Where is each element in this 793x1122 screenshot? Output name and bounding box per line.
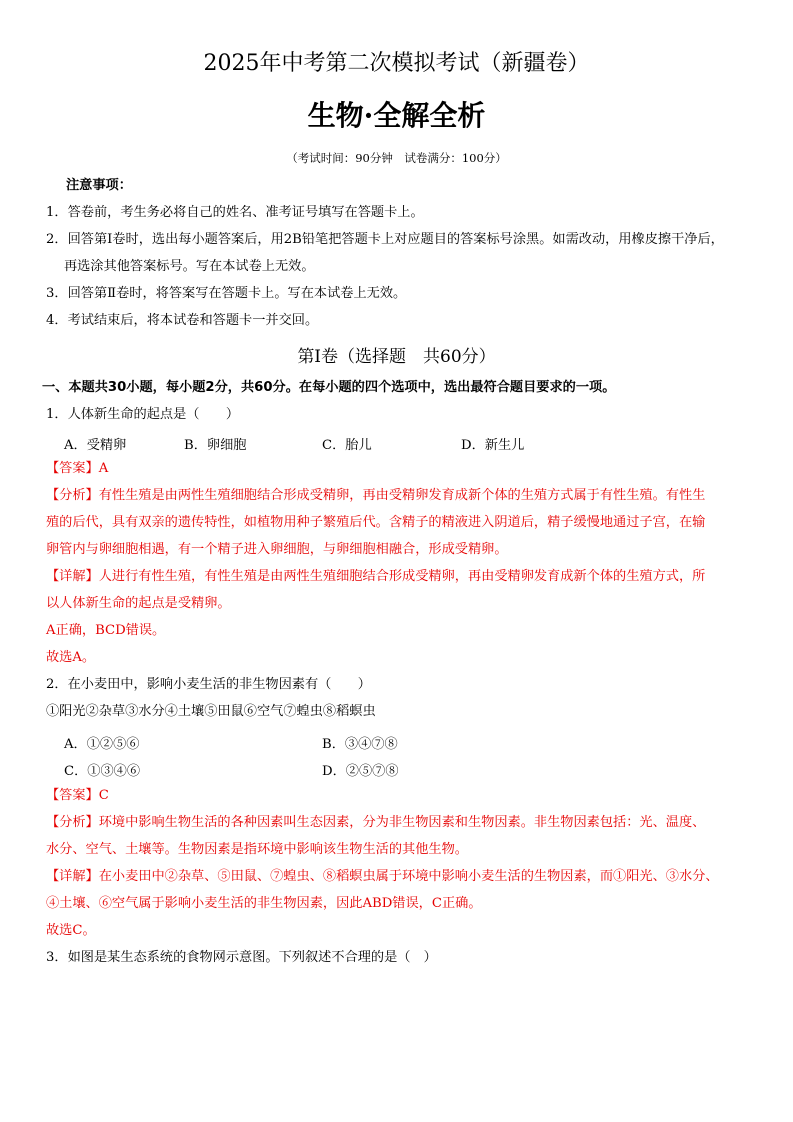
section-instruction: 一、本题共30小题，每小题2分，共60分。在每小题的四个选项中，选出最符合题目要求的一项。: [42, 380, 616, 395]
q2-option-a: A．①②⑤⑥: [64, 737, 140, 752]
note-item: 2．回答第Ⅰ卷时，选出每小题答案后，用2B铅笔把答题卡上对应题目的答案标号涂黑。如需改动，用橡皮擦干净后，: [46, 232, 724, 247]
q1-conclusion: 故选A。: [46, 650, 96, 665]
section-title: 第Ⅰ卷（选择题 共60分）: [297, 347, 496, 367]
note-item: 3．回答第Ⅱ卷时，将答案写在答题卡上。写在本试卷上无效。: [46, 286, 407, 301]
q1-option-c: C．胎儿: [322, 438, 372, 453]
q1-detail: 以人体新生命的起点是受精卵。: [46, 596, 231, 611]
subject-title: 生物·全解全析: [307, 99, 486, 132]
q2-items: ①阳光②杂草③水分④土壤⑤田鼠⑥空气⑦蝗虫⑧稻螟虫: [46, 704, 376, 719]
q1-analysis: 【分析】有性生殖是由两性生殖细胞结合形成受精卵，再由受精卵发育成新个体的生殖方式属于有性生殖。有性生: [46, 488, 706, 503]
q1-analysis: 卵管内与卵细胞相遇，有一个精子进入卵细胞，与卵细胞相融合，形成受精卵。: [46, 542, 508, 557]
q2-conclusion: 故选C。: [46, 923, 96, 938]
q1-stem: 1．人体新生命的起点是（ ）: [46, 407, 240, 422]
exam-title: 2025年中考第二次模拟考试（新疆卷）: [203, 51, 590, 76]
q1-option-d: D．新生儿: [461, 438, 525, 453]
note-item: 4．考试结束后，将本试卷和答题卡一并交回。: [46, 313, 319, 328]
q2-stem: 2．在小麦田中，影响小麦生活的非生物因素有（ ）: [46, 677, 371, 692]
notes-heading: 注意事项：: [66, 178, 132, 193]
q2-detail: 【详解】在小麦田中②杂草、⑤田鼠、⑦蝗虫、⑧稻螟虫属于环境中影响小麦生活的生物因素，而①阳光、③水分、: [46, 869, 719, 884]
q2-option-b: B．③④⑦⑧: [322, 737, 398, 752]
note-item: 1．答卷前，考生务必将自己的姓名、准考证号填写在答题卡上。: [46, 205, 424, 220]
q1-option-b: B．卵细胞: [184, 438, 247, 453]
q2-option-c: C．①③④⑥: [64, 764, 141, 779]
q1-analysis: 殖的后代，具有双亲的遗传特性，如植物用种子繁殖后代。含精子的精液进入阴道后，精子缓慢地通过子宫，在输: [46, 515, 706, 530]
q2-analysis: 水分、空气、土壤等。生物因素是指环境中影响该生物生活的其他生物。: [46, 842, 468, 857]
exam-info: （考试时间：90分钟 试卷满分：100分）: [286, 151, 507, 165]
q3-stem: 3．如图是某生态系统的食物网示意图。下列叙述不合理的是（ ）: [46, 950, 437, 965]
note-item: 再选涂其他答案标号。写在本试卷上无效。: [64, 259, 315, 274]
q1-detail: A正确，BCD错误。: [46, 623, 166, 638]
q1-detail: 【详解】人进行有性生殖，有性生殖是由两性生殖细胞结合形成受精卵，再由受精卵发育成新个体的生殖方式，所: [46, 569, 706, 584]
q2-answer: 【答案】C: [46, 788, 109, 803]
q1-answer: 【答案】A: [46, 461, 109, 476]
q2-option-d: D．②⑤⑦⑧: [322, 764, 399, 779]
q2-detail: ④土壤、⑥空气属于影响小麦生活的非生物因素，因此ABD错误，C正确。: [46, 896, 482, 911]
q2-analysis: 【分析】环境中影响生物生活的各种因素叫生态因素，分为非生物因素和生物因素。非生物因素包括：光、温度、: [46, 815, 706, 830]
q1-option-a: A．受精卵: [64, 438, 127, 453]
